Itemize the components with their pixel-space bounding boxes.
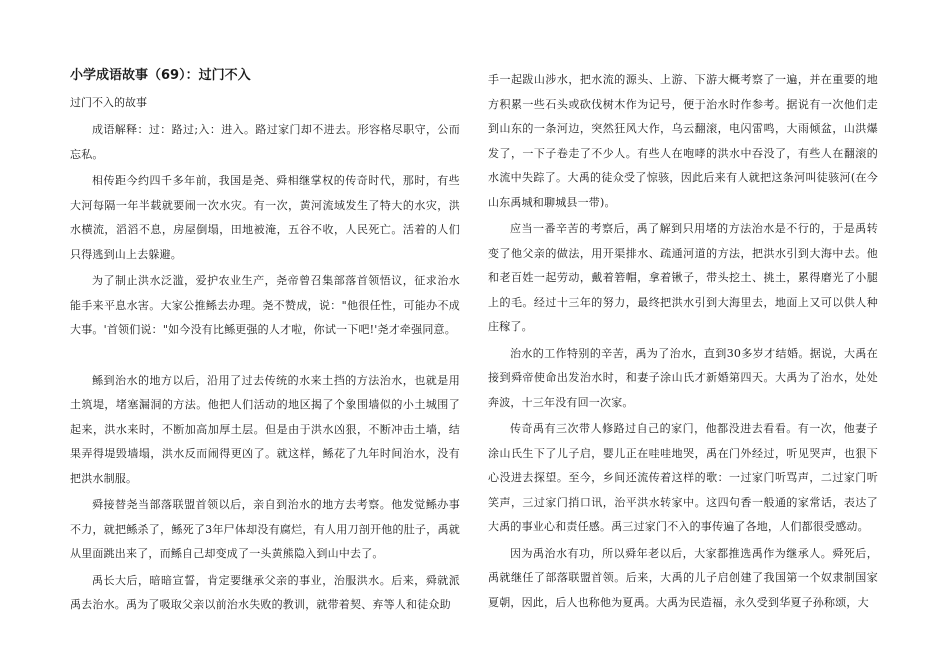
story-paragraph: 鲧到治水的地方以后，沿用了过去传统的水来土挡的方法治水，也就是用土筑堤，堵塞漏洞的方法。他把人们活动的地区揭了个象围墙似的小土城围了起来，洪水来时，不断加高加厚土层。但是由于洪水凶狠，不断冲击土墙，结果弄得堤毁墙塌，洪水反而闹得更凶了。就这样，鲧花了九年时间治水，没有把洪水制服。 [70,373,460,485]
left-column [70,66,460,620]
right-column [488,68,878,617]
story-paragraph: 禹长大后，暗暗宣誓，肯定要继承父亲的事业，治服洪水。后来，舜就派禹去治水。禹为了吸取父亲以前治水失败的教训，就带着契、弃等人和徒众助 [70,573,460,611]
story-paragraph: 舜接替尧当部落联盟首领以后，亲自到治水的地方去考察。他发觉鲧办事不力，就把鲧杀了，鲧死了3年尸体却没有腐烂，有人用刀剖开他的肚子，禹就从里面跳出来了，而鲧自己却变成了一头黄熊隐入到山中去了。 [70,498,460,560]
story-paragraph: 相传距今约四千多年前，我国是尧、舜相继掌权的传奇时代，那时，有些大河每隔一年半载就要闹一次水灾。有一次，黄河流域发生了特大的水灾，洪水横流，滔滔不息，房屋倒塌，田地被淹，五谷不收，人民死亡。活着的人们只得逃到山上去躲避。 [70,174,460,261]
page-title: 小学成语故事（69）：过门不入 [70,68,251,83]
story-paragraph: 应当一番辛苦的考察后，禹了解到只用堵的方法治水是不行的，于是禹转变了他父亲的做法，用开渠排水、疏通河道的方法，把洪水引到大海中去。他和老百姓一起劳动，戴着箬帽，拿着锹子，带头挖土、挑土，累得磨光了小腿上的毛。经过十三年的努力，最终把洪水引到大海里去，地面上又可以供人种庄稼了。 [488,222,878,333]
idiom-definition-paragraph: 成语解释：过：路过;入：进入。路过家门却不进去。形容格尽职守，公而忘私。 [70,123,460,161]
story-paragraph-continued: 手一起跋山涉水，把水流的源头、上游、下游大概考察了一遍，并在重要的地方积累一些石头或砍伐树木作为记号，便于治水时作参考。据说有一次他们走到山东的一条河边，突然狂风大作，乌云翻滚，电闪雷鸣，大雨倾盆，山洪爆发了，一下子卷走了不少人。有些人在咆哮的洪水中吞没了，有些人在翻滚的水流中失踪了。大禹的徒众受了惊骇，因此后来有人就把这条河叫徒骇河(在今山东禹城和聊城县一带)。 [488,73,878,209]
story-paragraph: 传奇禹有三次带人修路过自己的家门，他都没进去看看。有一次，他妻子涂山氏生下了儿子启，婴儿正在哇哇地哭，禹在门外经过，听见哭声，也狠下心没进去探望。至今，乡间还流传着这样的歌：一过家门听骂声，二过家门听笑声，三过家门捎口讯，治平洪水转家中。这四句香一般通的家常话，表达了大禹的事业心和责任感。禹三过家门不入的事传遍了各地，人们都很受感动。 [488,422,878,533]
story-paragraph: 为了制止洪水泛滥，爱护农业生产，尧帝曾召集部落首领悟议，征求治水能手来平息水害。大家公推鲧去办理。尧不赞成，说："他很任性，可能办不成大事。'首领们说："如今没有比鲧更强的人才啦，你试一下吧!'尧才牵强同意。 [70,274,460,336]
story-paragraph: 因为禹治水有功，所以舜年老以后，大家都推选禹作为继承人。舜死后，禹就继任了部落联盟首领。后来，大禹的儿子启创建了我国第一个奴隶制国家夏朝，因此，后人也称他为夏禹。大禹为民造福，永久受到华夏子孙称颂，大 [488,546,878,609]
story-paragraph: 治水的工作特别的辛苦，禹为了治水，直到30多岁才结婚。据说，大禹在接到舜帝使命出发治水时，和妻子涂山氏才新婚第四天。大禹为了治水，处处奔波，十三年没有回一次家。 [488,346,878,409]
story-subtitle: 过门不入的故事 [70,96,147,109]
paragraph-gap [70,345,460,369]
